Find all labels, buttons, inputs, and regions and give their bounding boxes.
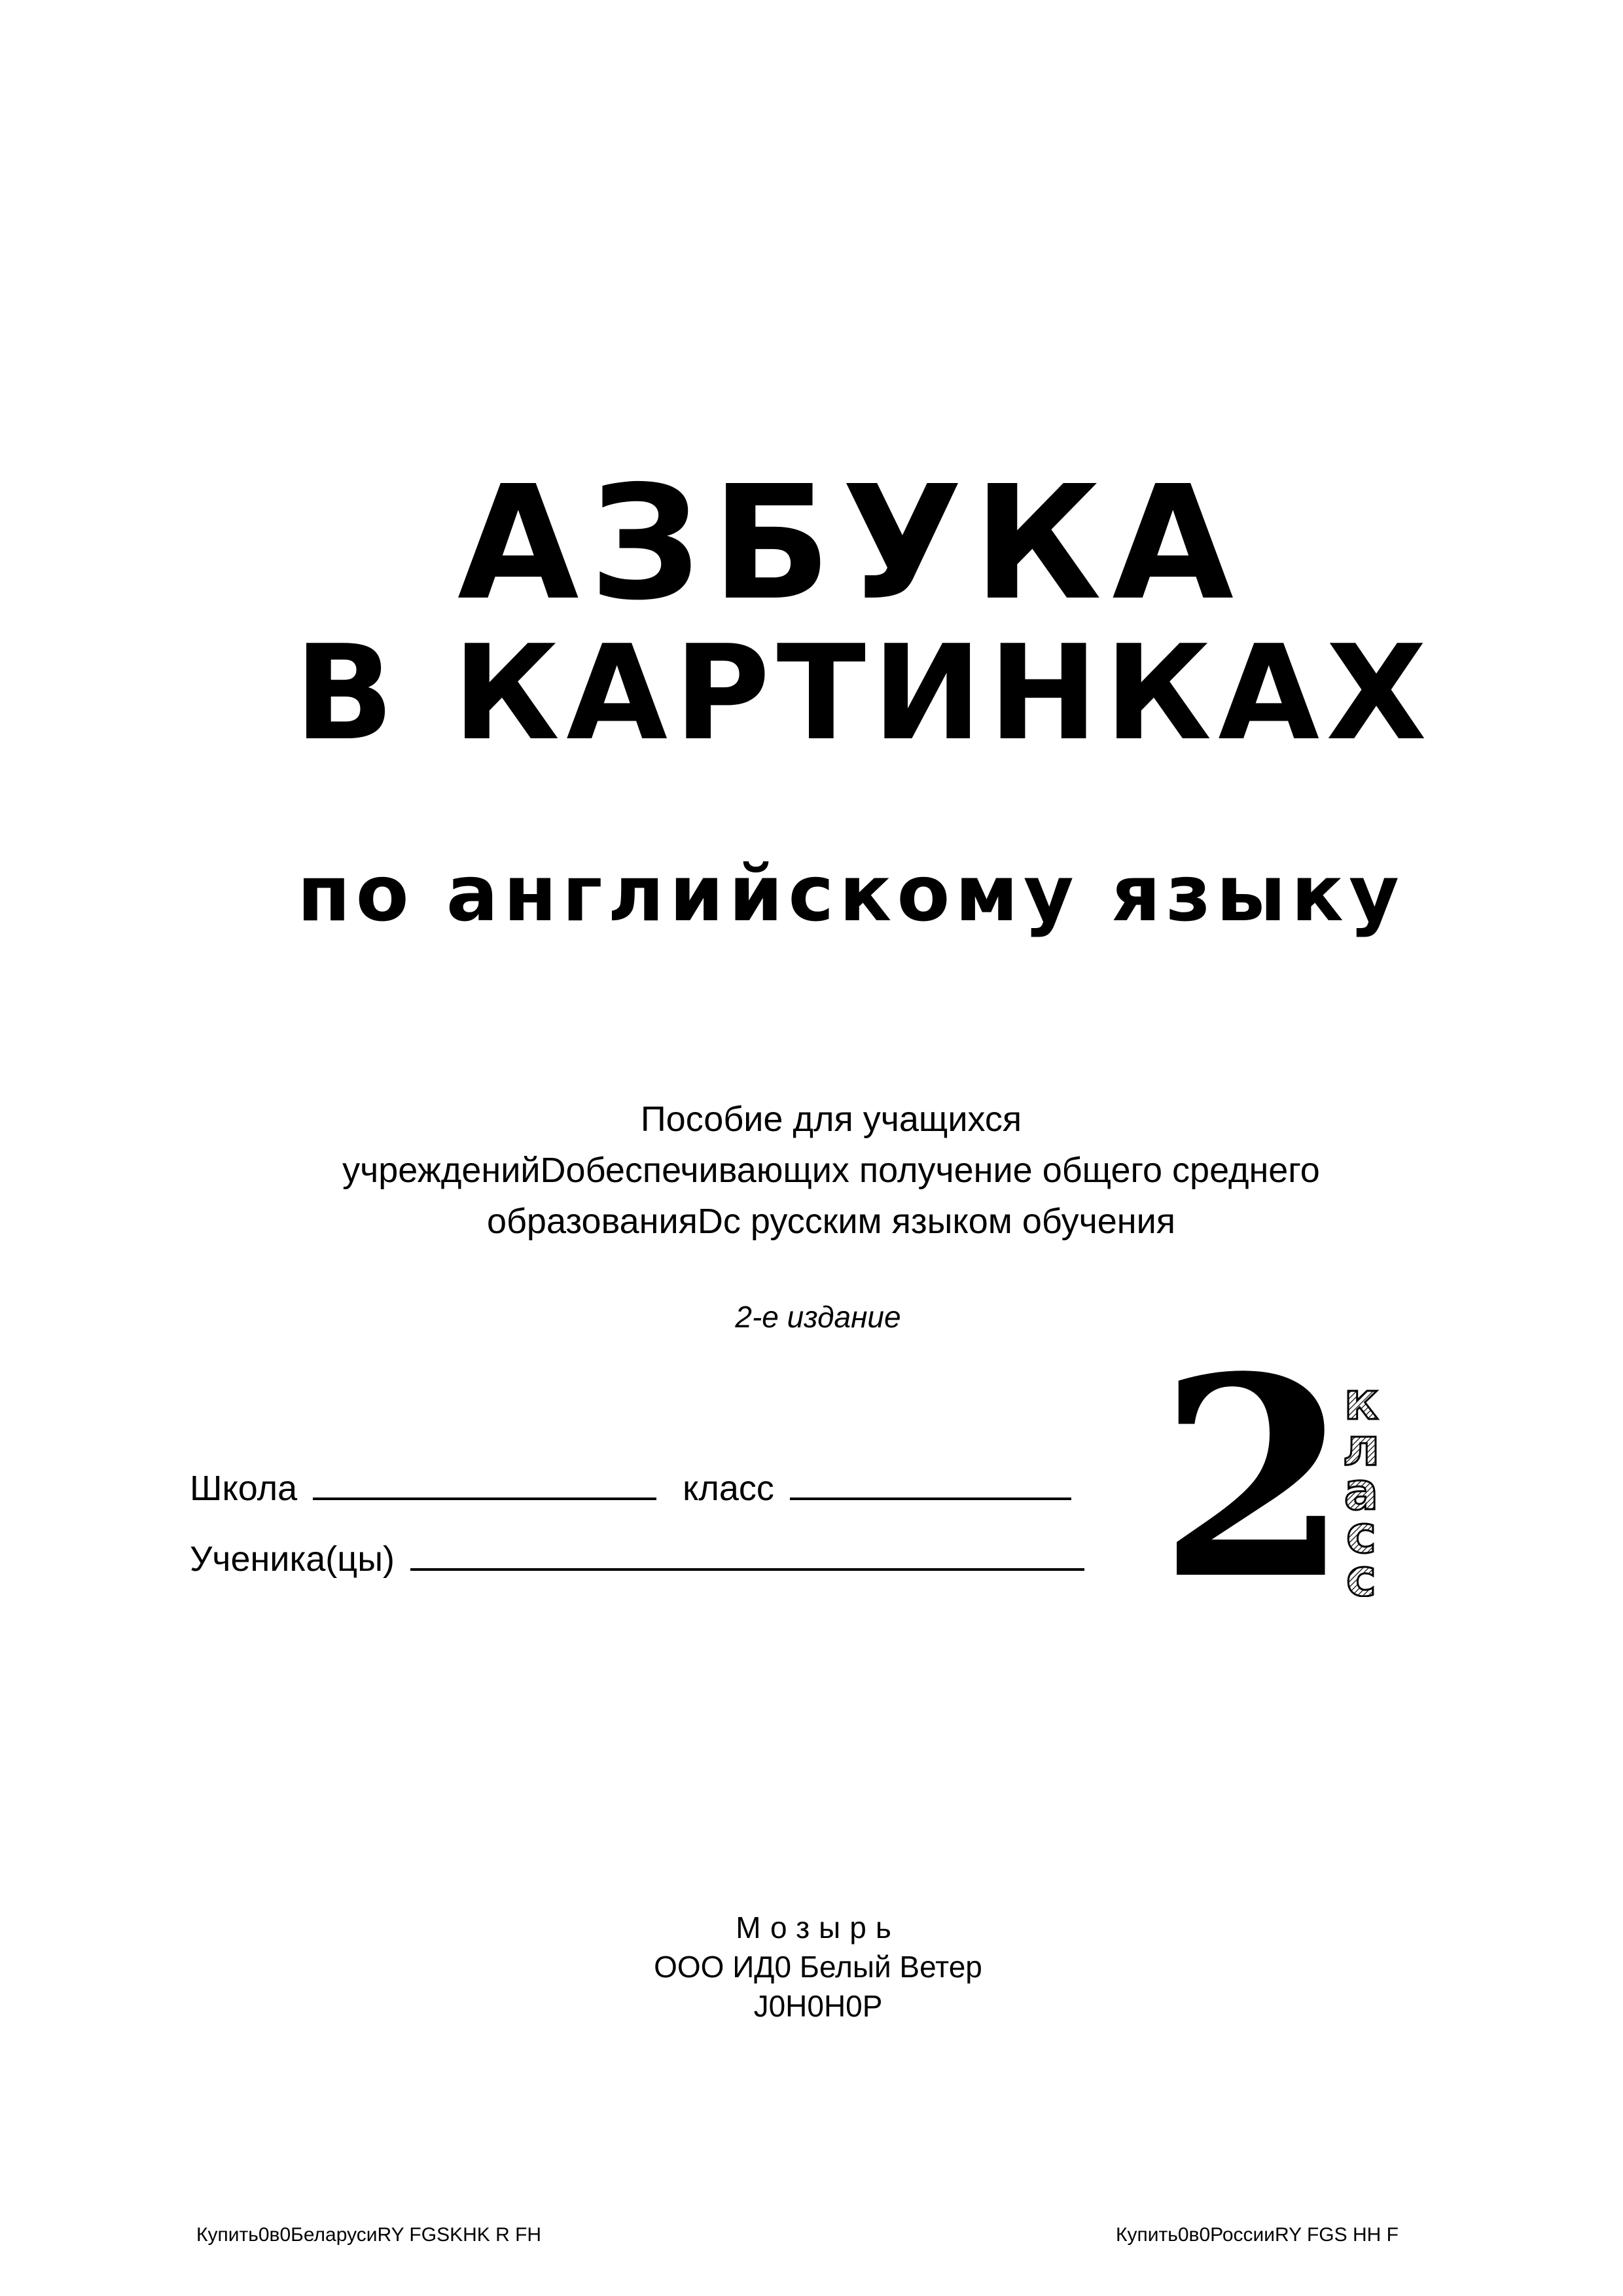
description-line-3: образованияDс русским языком обучения (486, 1202, 1176, 1241)
grade-number: 2 (1158, 1318, 1350, 1640)
footer-buy-belarus: Купить0в0БеларусиRY FGSKHK R FH (196, 2224, 542, 2246)
book-subtitle: по английскому языку (297, 848, 1404, 939)
grade-letter-2: л (1342, 1418, 1380, 1477)
grade-letter-1: к (1344, 1374, 1379, 1431)
school-class-row (190, 1465, 1071, 1511)
description-line-1: Пособие для учащихся (640, 1100, 1022, 1139)
grade-badge (1158, 1318, 1407, 1640)
imprint-city: Мозырь (736, 1910, 901, 1945)
footer-buy-russia: Купить0в0РоссииRY FGS HH F (1116, 2224, 1399, 2246)
grade-letter-5: с (1346, 1549, 1377, 1597)
grade-letter-4: с (1346, 1506, 1377, 1565)
book-title-line-1: АЗБУКА (457, 452, 1245, 635)
class-label: класс (683, 1469, 774, 1508)
imprint-year: J0H0H0P (753, 1989, 883, 2023)
student-blank-line (410, 1535, 1084, 1571)
school-label: Школа (190, 1469, 298, 1508)
class-blank-line (790, 1465, 1071, 1500)
description-line-2: учрежденийDобеспечивающих получение общего среднего (342, 1151, 1320, 1190)
grade-letter-3: а (1344, 1463, 1379, 1522)
grade-word-vertical (1334, 1374, 1393, 1597)
imprint-publisher: ООО ИД0 Белый Ветер (654, 1950, 982, 1984)
student-label: Ученика(цы) (190, 1539, 395, 1579)
school-blank-line (313, 1465, 656, 1500)
student-row (190, 1535, 1084, 1582)
book-title-line-2: В КАРТИНКАХ (294, 617, 1434, 770)
edition-label: 2-е издание (735, 1300, 901, 1334)
